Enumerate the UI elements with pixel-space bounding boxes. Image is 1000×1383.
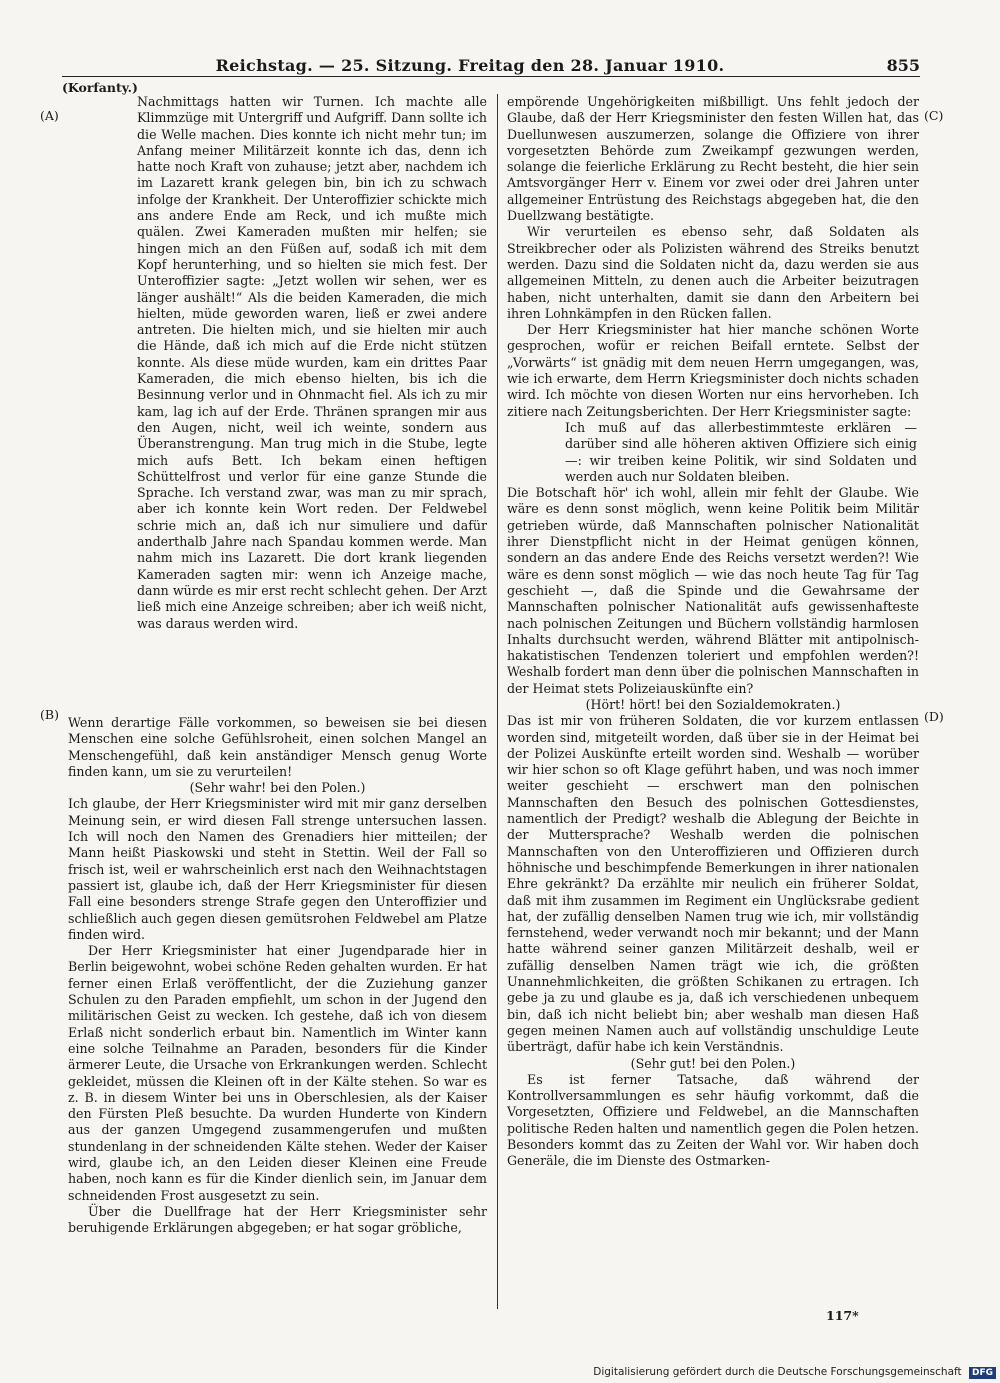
margin-mark-b: (B) — [40, 707, 59, 722]
paragraph: empörende Ungehörigkeiten mißbilligt. Uns fehlt jedoch der Glaube, daß der Herr Kriegsminister den festen Willen hat, das Duellunwesen auszumerzen, solange die Offiziere von ihrer vorgesetzten Behörde zum Zweikampf gezwungen werden, solange die feierliche Erklärung zu Recht besteht, die hier sein Amtsvorgänger Herr v. Einem vor zwei oder drei Jahren unter allgemeiner Entrüstung des Reichstags abgegeben hat, die den Duellzwang bestätigte. — [507, 94, 919, 224]
margin-mark-a: (A) — [40, 108, 59, 123]
paragraph: Es ist ferner Tatsache, daß während der Kontrollversammlungen es sehr häufig vorkommt, daß die Vorgesetzten, Offiziere und Feldwebel, an die Mannschaften politische Reden halten und namentlich gegen die Polen hetzen. Besonders kommt das zu Zeiten der Wahl vor. Wir haben doch Generäle, die im Dienste des Ostmarken- — [507, 1071, 919, 1169]
header-rule — [62, 76, 920, 77]
paragraph: Ich glaube, der Herr Kriegsminister wird mit mir ganz derselben Meinung sein, er wird diesen Fall strenge untersuchen lassen. Ich will noch den Namen des Grenadiers hier mitteilen; der Mann heißt Piaskowski und steht in Stettin. Weil der Fall so frisch ist, weil er wahrscheinlich erst nach den Weihnachtstagen passiert ist, glaube ich, daß der Herr Kriegsminister für diesen Fall eine besonders strenge Strafe gegen den Unteroffizier und schließlich auch gegen diesen gemütsrohen Feldwebel am Platze finden wird. — [68, 796, 487, 942]
paragraph: Über die Duellfrage hat der Herr Kriegsminister sehr beruhigende Erklärungen abgegeben; er hat sogar gröbliche, — [68, 1203, 487, 1236]
margin-mark-c: (C) — [924, 108, 944, 123]
minister-quote: Ich muß auf das allerbestimmteste erklären — darüber sind alle höheren aktiven Offiziere sich einig —: wir treiben keine Politik, wir sind Soldaten und werden auch nur Soldaten bleiben. — [565, 419, 917, 484]
paragraph: Wenn derartige Fälle vorkommen, so beweisen sie bei diesen Menschen eine solche Gefühlsroheit, einen solchen Mangel an Menschengefühl, daß kein anständiger Mensch genug Worte finden kann, um sie zu verurteilen! — [68, 715, 487, 779]
paragraph: Das ist mir von früheren Soldaten, die vor kurzem entlassen worden sind, mitgeteilt worden, daß über sie in der Heimat bei der Polizei Auskünfte erteilt worden sind. Weshalb — worüber wir hier schon so oft Klage geführt haben, und was noch immer weiter geschieht — erschwert man den polnischen Mannschaften den Besuch des polnischen Gottesdienstes, namentlich der Predigt? weshalb die Ablegung der Beichte in der Muttersprache? Weshalb werden die polnischen Mannschaften von den Unteroffizieren und Offizieren durch höhnische und beschimpfende Bemerkungen in ihrer nationalen Ehre gekränkt? Da erzählte mir neulich ein früherer Soldat, daß mit ihm zusammen im Regiment ein Unglücksrabe gedient hat, der zufällig denselben Namen trug wie ich, mir vollständig fernstehend, weder verwandt noch mir bekannt; und der Mann hatte während seiner ganzen Militärzeit deshalb, weil er zufällig denselben Namen trägt wie ich, die größten Unannehmlichkeiten, die größten Schikanen zu ertragen. Ich gebe ja zu und glaube es ja, daß ich verschiedenen unbequem bin, daß ich nicht beliebt bin; aber weshalb man diesen Haß gegen meinen Namen auch auf vollständig unschuldige Leute überträgt, dafür habe ich kein Verständnis. — [507, 713, 919, 1055]
column-separator — [497, 94, 498, 1309]
page-number: 855 — [886, 56, 920, 75]
quoted-letter: Nachmittags hatten wir Turnen. Ich machte alle Klimmzüge mit Untergriff und Aufgriff. Dann sollte ich die Welle machen. Dies konnte ich nicht mehr tun; im Anfang meiner Militärzeit konnte ich das, denn ich hatte noch Kraft von zuhause; jetzt aber, nachdem ich im Lazarett krank gelegen bin, bin ich zu schwach infolge der Krankheit. Der Unteroffizier schickte mich ans andere Ende am Reck, und ich mußte mich quälen. Zwei Kameraden mußten mir helfen; sie hingen mich an den Füßen auf, sodaß ich mit dem Kopf herunterhing, und so hielten sie mich fest. Der Unteroffizier sagte: „Jetzt wollen wir sehen, wer es länger aushält!“ Als die beiden Kameraden, die mich hielten, müde geworden waren, ließ er zwei andere antreten. Die hielten mich, und sie hielten mir auch die Hände, daß ich mich auf die Erde nicht stützen konnte. Als diese müde wurden, kam ein drittes Paar Kameraden, die mich ebenso hielten, bis ich die Besinnung verlor und in Ohnmacht fiel. Als ich zu mir kam, lag ich auf der Erde. Thränen sprangen mir aus den Augen, nicht, weil ich weinte, sondern aus Überanstrengung. Man trug mich in die Stube, legte mich aufs Bett. Ich bekam einen heftigen Schüttelfrost und verlor für eine ganze Stunde die Sprache. Ich verstand zwar, was man zu mir sprach, aber ich konnte kein Wort reden. Der Feldwebel schrie mich an, daß ich nur simuliere und dafür anderthalb Jahre nach Spandau kommen werde. Man nahm mich ins Lazarett. Die dort krank liegenden Kameraden sagten mir: wenn ich Anzeige mache, dann würde es mir erst recht schlecht gehen. Der Arzt ließ mich eine Anzeige schreiben; aber ich weiß nicht, was daraus werden wird. — [137, 94, 487, 631]
signature-mark: 117* — [826, 1308, 859, 1323]
paragraph: Wir verurteilen es ebenso sehr, daß Soldaten als Streikbrecher oder als Polizisten während des Streiks benutzt werden. Dazu sind die Soldaten nicht da, dazu werden sie aus allgemeinen Mitteln, zu denen auch die Arbeiter beizutragen haben, nicht unterhalten, damit sie dann den Arbeitern bei ihren Lohnkämpfen in den Rücken fallen. — [507, 224, 919, 321]
interjection: (Sehr gut! bei den Polen.) — [630, 1055, 796, 1071]
left-column-body — [68, 715, 487, 1237]
margin-mark-d: (D) — [924, 709, 944, 724]
running-title: Reichstag. — 25. Sitzung. Freitag den 28. Januar 1910. — [215, 56, 725, 75]
dfg-logo: DFG — [969, 1367, 996, 1379]
paragraph: Der Herr Kriegsminister hat einer Jugendparade hier in Berlin beigewohnt, wobei schöne Reden gehalten wurden. Er hat ferner einen Erlaß veröffentlicht, der die Zuziehung ganzer Schulen zu den Paraden empfiehlt, um schon in der Jugend den militärischen Geist zu wecken. Ich gestehe, daß ich von diesem Erlaß nicht sonderlich erbaut bin. Namentlich im Winter kann eine solche Teilnahme an Paraden, besonders für die Kinder ärmerer Leute, die Ursache von Erkrankungen werden. Schlecht gekleidet, müssen die Kleinen oft in der Kälte stehen. So war es z. B. in diesem Winter bei uns in Oberschlesien, als der Kaiser den Fürsten Pleß besuchte. Da wurden Hunderte von Kindern aus der ganzen Umgegend zusammengerufen und mußten stundenlang in der schneidenden Kälte stehen. Weder der Kaiser wird, glaube ich, an den Leiden dieser Kleinen eine Freude haben, noch kann es für die Kinder dienlich sein, im Januar dem schneidenden Frost ausgesetzt zu sein. — [68, 943, 487, 1203]
footer-credit: Digitalisierung gefördert durch die Deutsche Forschungsgemeinschaft — [593, 1366, 962, 1378]
speaker-name: (Korfanty.) — [62, 80, 138, 95]
paragraph: Die Botschaft hör' ich wohl, allein mir fehlt der Glaube. Wie wäre es denn sonst möglich, wenn keine Politik beim Militär getrieben würde, daß Mannschaften polnischer Nationalität ihrer Dienstpflicht nicht in der Heimat genügen können, sondern an das andere Ende des Reichs versetzt werden?! Wie wäre es denn sonst möglich — wie das noch heute Tag für Tag geschieht —, daß die Spinde und die Gewahrsame der Mannschaften polnischer Nationalität aufs gewissenhafteste nach polnischen Zeitungen und Büchern vollständig harmlosen Inhalts durchsucht werden, während Blätter mit antipolnisch-hakatistischen Tendenzen toleriert und empfohlen werden?! Weshalb fordert man denn über die polnischen Mannschaften in der Heimat stets Polizeiauskünfte ein? — [507, 485, 919, 696]
interjection: (Hört! hört! bei den Sozialdemokraten.) — [585, 696, 841, 712]
left-column-quote — [137, 94, 487, 632]
interjection: (Sehr wahr! bei den Polen.) — [189, 780, 366, 796]
footer — [0, 1366, 996, 1379]
right-column — [507, 94, 919, 1170]
paragraph: Der Herr Kriegsminister hat hier manche schönen Worte gesprochen, wofür er reichen Beifall erntete. Selbst der „Vorwärts“ ist gnädig mit dem neuen Herrn umgegangen, was, wie ich erwarte, dem Herrn Kriegsminister doch nichts schaden wird. Ich möchte von diesen Worten nur eins hervorheben. Ich zitiere nach Zeitungsberichten. Der Herr Kriegsminister sagte: — [507, 322, 919, 419]
